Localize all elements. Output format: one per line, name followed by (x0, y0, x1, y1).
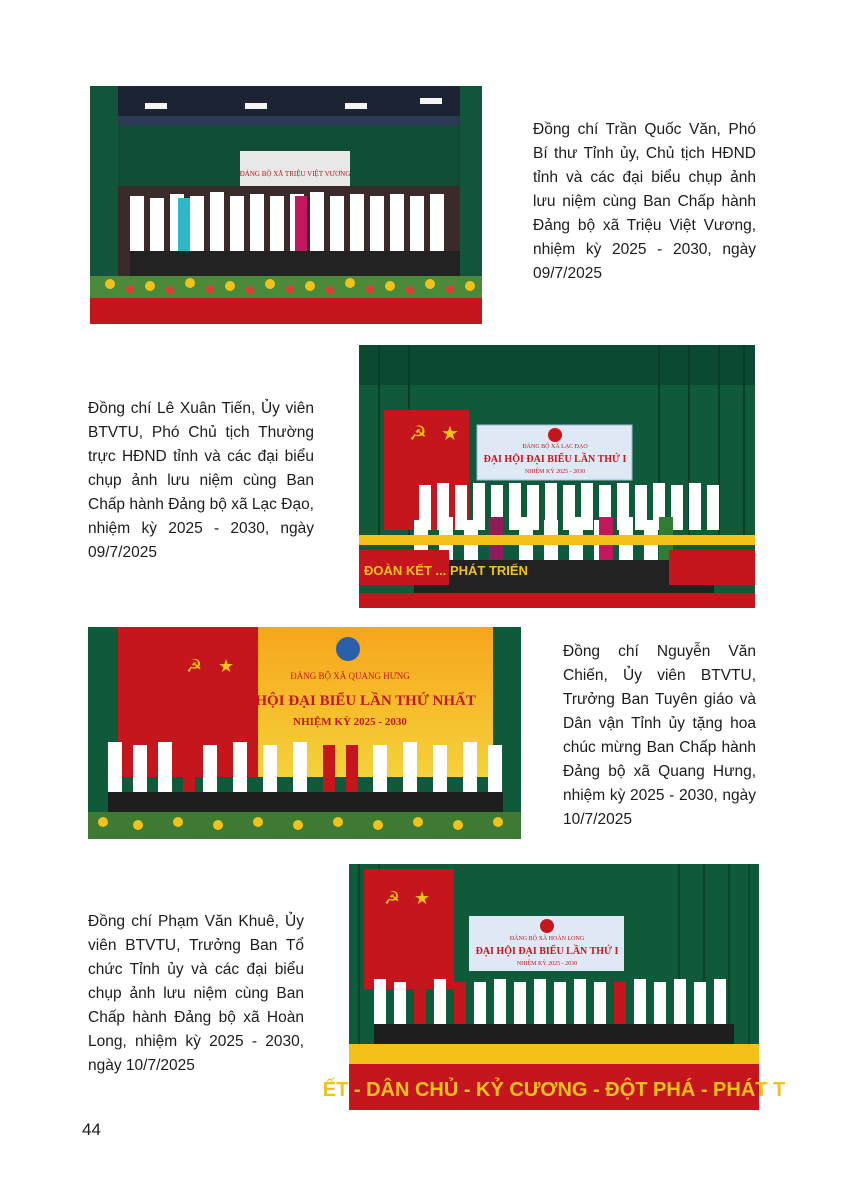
photo-3-quang-hung (88, 627, 521, 839)
page-number: 44 (82, 1120, 101, 1139)
svg-text:ĐẢNG BỘ XÃ LẠC ĐẠO: ĐẢNG BỘ XÃ LẠC ĐẠO (522, 444, 588, 450)
svg-text:★: ★ (414, 888, 431, 908)
caption-2: Đồng chí Lê Xuân Tiến, Ủy viên BTVTU, Phó Chủ tịch Thường trực HĐND tỉnh và các đại biểu chụp ảnh lưu niệm cùng Ban Chấp hành Đảng bộ xã Lạc Đạo, nhiệm kỳ 2025 - 2030, ngày 09/7/2025 (88, 400, 314, 561)
svg-text:ĐẠI HỘI ĐẠI BIỂU LẦN THỨ I: ĐẠI HỘI ĐẠI BIỂU LẦN THỨ I (475, 946, 619, 957)
caption-1: Đồng chí Trần Quốc Văn, Phó Bí thư Tỉnh ủy, Chủ tịch HĐND tỉnh và các đại biểu chụp ảnh lưu niệm cùng Ban Chấp hành Đảng bộ xã Triệu Việt Vương, nhiệm kỳ 2025 - 2030, ngày 09/7/2025 (533, 121, 756, 282)
svg-text:★: ★ (441, 423, 459, 445)
svg-text:NHIỆM KỲ 2025 - 2030: NHIỆM KỲ 2025 - 2030 (524, 469, 586, 475)
svg-text:ẾT - DÂN CHỦ - KỶ CƯƠNG - ĐỘT: ẾT - DÂN CHỦ - KỶ CƯƠNG - ĐỘT PHÁ - PHÁT T (322, 1079, 786, 1101)
photo-1-trieu-viet-vuong (90, 86, 482, 324)
caption-3: Đồng chí Nguyễn Văn Chiến, Ủy viên BTVTU, Trưởng Ban Tuyên giáo và Dân vận Tỉnh ủy tặng hoa chúc mừng Ban Chấp hành Đảng bộ xã Quang Hưng, nhiệm kỳ 2025 - 2030, ngày 10/7/2025 (563, 643, 756, 828)
svg-text:NHIỆM KỲ 2025 - 2030: NHIỆM KỲ 2025 - 2030 (293, 716, 407, 728)
svg-text:ĐẢNG BỘ XÃ QUANG HƯNG: ĐẢNG BỘ XÃ QUANG HƯNG (290, 671, 410, 681)
svg-text:ĐẠI HỘI ĐẠI BIỂU LẦN THỨ NHẤT: ĐẠI HỘI ĐẠI BIỂU LẦN THỨ NHẤT (224, 693, 476, 709)
svg-text:ĐẢNG BỘ XÃ HOÀN LONG: ĐẢNG BỘ XÃ HOÀN LONG (509, 936, 585, 942)
photo-2-lac-dao (359, 345, 755, 608)
svg-text:★: ★ (218, 656, 235, 676)
caption-4: Đồng chí Phạm Văn Khuê, Ủy viên BTVTU, Trưởng Ban Tổ chức Tỉnh ủy và các đại biểu chụp ảnh lưu niệm cùng Ban Chấp hành Đảng bộ xã Hoàn Long, nhiệm kỳ 2025 - 2030, ngày 10/7/2025 (88, 913, 304, 1074)
svg-text:ĐẠI HỘI ĐẠI BIỂU LẦN THỨ I: ĐẠI HỘI ĐẠI BIỂU LẦN THỨ I (483, 454, 627, 465)
svg-text:☭: ☭ (384, 888, 401, 908)
photo-4-hoan-long (322, 864, 786, 1110)
svg-text:☭: ☭ (409, 423, 427, 445)
svg-text:ĐOÀN KẾT ... PHÁT TRIỂN: ĐOÀN KẾT ... PHÁT TRIỂN (364, 563, 528, 578)
svg-text:☭: ☭ (186, 656, 203, 676)
svg-text:ĐẢNG BỘ XÃ TRIỆU VIỆT VƯƠNG: ĐẢNG BỘ XÃ TRIỆU VIỆT VƯƠNG (239, 170, 351, 178)
svg-text:NHIỆM KỲ 2025 - 2030: NHIỆM KỲ 2025 - 2030 (516, 961, 578, 967)
